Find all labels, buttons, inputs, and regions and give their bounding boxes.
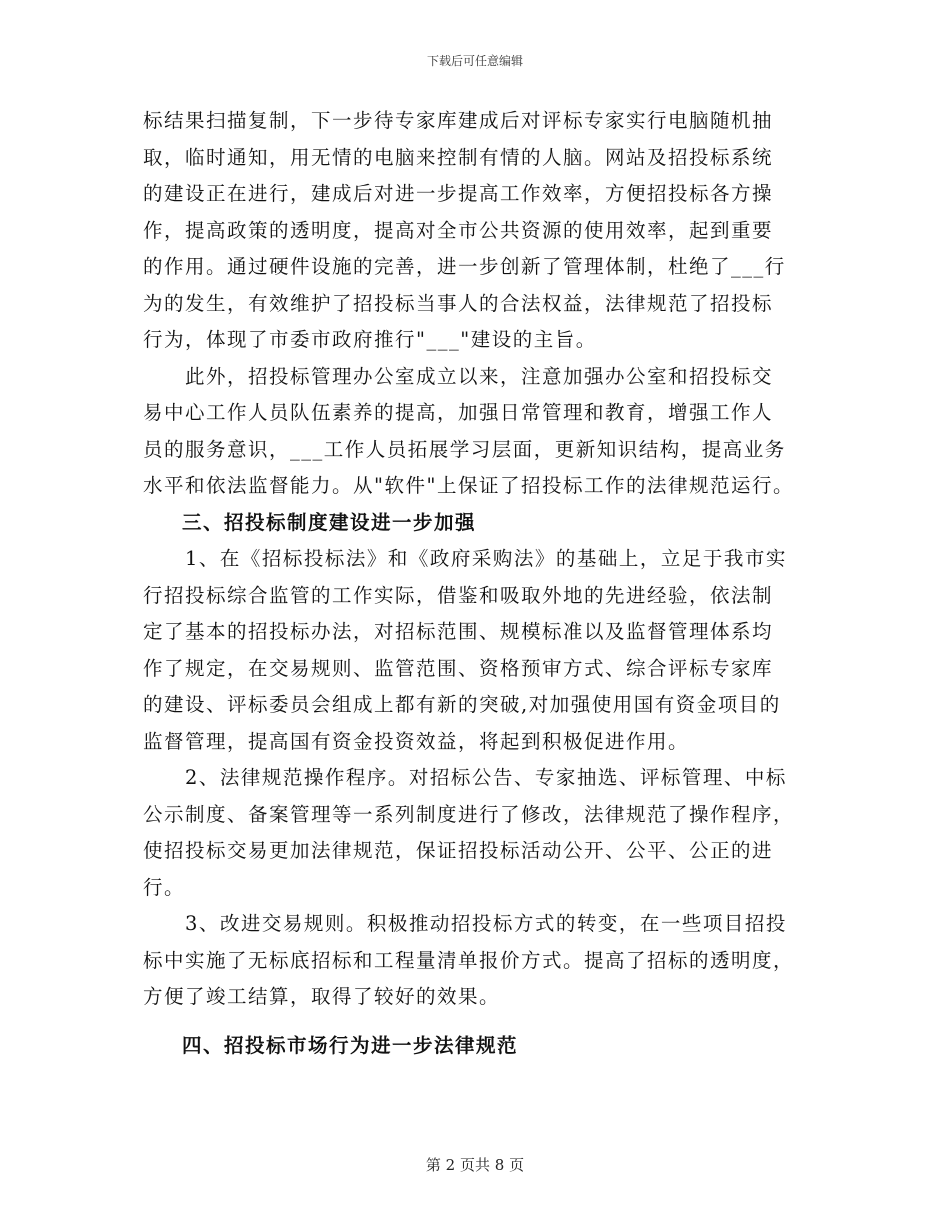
text-line: 为的发生，有效维护了招投标当事人的合法权益，法律规范了招投标 <box>143 291 774 315</box>
section-heading-3: 三、招投标制度建设进一步加强 <box>182 510 477 534</box>
document-body <box>143 103 805 1064</box>
text-line: 的建设、评标委员会组成上都有新的突破,对加强使用国有资金项目的 <box>143 693 781 716</box>
page-footer: 第 2 页共 8 页 <box>425 1156 525 1174</box>
text-line: 定了基本的招投标办法，对招标范围、规模标准以及监督管理体系均 <box>143 620 774 643</box>
text-line: 公示制度、备案管理等一系列制度进行了修改，法律规范了操作程序， <box>143 802 795 826</box>
paragraph <box>143 359 805 505</box>
text-line: 行。 <box>143 875 186 899</box>
text-line: 的建设正在进行，建成后对进一步提高工作效率，方便招投标各方操 <box>143 182 774 205</box>
text-line: 2、法律规范操作程序。对招标公告、专家抽选、评标管理、中标 <box>143 766 787 789</box>
text-line: 3、改进交易规则。积极推动招投标方式的转变，在一些项目招投 <box>143 912 787 935</box>
paragraph <box>143 541 805 760</box>
paragraph <box>143 760 805 906</box>
text-line: 水平和依法监督能力。从"软件"上保证了招投标工作的法律规范运行。 <box>143 474 794 497</box>
text-line: 易中心工作人员队伍素养的提高，加强日常管理和教育，增强工作人 <box>143 401 774 424</box>
text-line: 行招投标综合监管的工作实际，借鉴和吸取外地的先进经验，依法制 <box>143 583 774 607</box>
text-line: 标结果扫描复制，下一步待专家库建成后对评标专家实行电脑随机抽 <box>143 109 774 132</box>
page-header: 下载后可任意编辑 <box>426 54 523 68</box>
text-line: 的作用。通过硬件设施的完善，进一步创新了管理体制，杜绝了___行 <box>143 255 786 278</box>
paragraph <box>143 906 805 1016</box>
text-line: 1、在《招标投标法》和《政府采购法》的基础上，立足于我市实 <box>143 547 787 570</box>
text-line: 标中实施了无标底招标和工程量清单报价方式。提高了招标的透明度， <box>143 948 795 972</box>
text-line: 使招投标交易更加法律规范，保证招投标活动公开、公平、公正的进 <box>143 839 774 862</box>
text-line: 取，临时通知，用无情的电脑来控制有情的人脑。网站及招投标系统 <box>143 145 774 169</box>
paragraph <box>143 103 805 359</box>
section-heading-4: 四、招投标市场行为进一步法律规范 <box>182 1033 519 1057</box>
text-line: 此外，招投标管理办公室成立以来，注意加强办公室和招投标交 <box>143 364 774 388</box>
text-line: 方便了竣工结算，取得了较好的效果。 <box>143 985 501 1008</box>
text-line: 作，提高政策的透明度，提高对全市公共资源的使用效率，起到重要 <box>143 218 774 242</box>
text-line: 作了规定，在交易规则、监管范围、资格预审方式、综合评标专家库 <box>143 656 774 680</box>
text-line: 监督管理，提高国有资金投资效益，将起到积极促进作用。 <box>143 729 690 753</box>
text-line: 员的服务意识，___工作人员拓展学习层面，更新知识结构，提高业务 <box>143 437 786 461</box>
text-line: 行为，体现了市委市政府推行"___"建设的主旨。 <box>143 328 597 351</box>
